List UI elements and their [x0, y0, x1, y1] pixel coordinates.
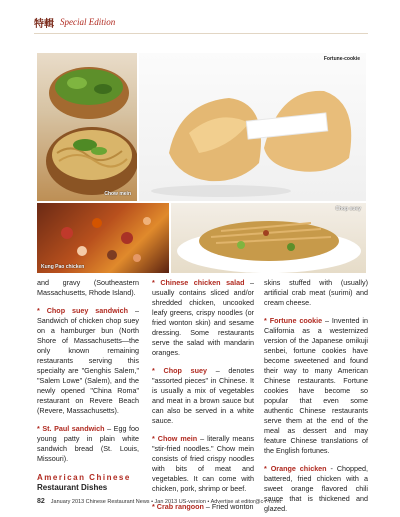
- header-rule: [34, 33, 368, 34]
- col1-paragraph-1: [37, 306, 139, 416]
- chop-suey-photo: [171, 203, 366, 273]
- chinese-chicken-salad-text: – usually contains sliced and/or shredded chicken, uncooked leafy greens, crispy noodles (or fried wonton skin) and sesame dressing. Some restaurants serve the salad with mandarin oranges.: [152, 278, 254, 357]
- chinese-chicken-salad-heading: * Chinese chicken salad: [152, 278, 245, 287]
- kung-pao-illustration: [37, 203, 169, 273]
- col2-paragraph-3: [152, 434, 254, 494]
- orange-chicken-text: - Chopped, battered, fried chicken with a sweet orange flavored chili sauce that is thickened and glazed.: [264, 464, 368, 513]
- page-footer: [37, 498, 281, 505]
- footer-text: January 2013 Chinese Restaurant News • Jan 2013 US-version • Advertise at editor@c-r-n.net: [50, 498, 281, 505]
- fortune-cookie-illustration: [139, 53, 366, 201]
- fortune-cookie-text: – Invented in California as a westernized version of the Japanese omikuji senbei, fortune cookies have become sweetened and found their way to many American Chinese restaurants. Fortune cookies have become so popular that even some authentic Chinese restaurants serve them at the end of the meal as dessert and may feature Chinese translations of the English fortunes.: [264, 316, 368, 455]
- chinese-mark: 特輯: [34, 18, 54, 30]
- chop-suey-text: – denotes "assorted pieces" in Chinese. It is usually a mix of vegetables and meat in a brown sauce but can also be served in a white sauce.: [152, 366, 254, 425]
- article-column-1: [37, 278, 139, 493]
- crab-rangoon-heading: * Crab rangoon: [152, 502, 204, 511]
- crab-rangoon-text: – Fried wonton: [203, 502, 254, 511]
- fortune-cookie-photo: [139, 53, 366, 201]
- article-column-3: [264, 278, 368, 517]
- chop-suey-heading: * Chop suey: [152, 366, 207, 375]
- section-title: American Chinese: [37, 473, 131, 482]
- chow-mein-caption: Chow mein: [104, 191, 131, 197]
- orange-chicken-heading: * Orange chicken: [264, 464, 327, 473]
- chow-mein-illustration: [37, 53, 137, 201]
- chow-mein-heading: * Chow mein: [152, 434, 198, 443]
- page-header: [34, 14, 115, 30]
- chop-suey-caption: Chop suey: [335, 206, 361, 212]
- col3-paragraph-1: [264, 316, 368, 456]
- section-subtitle: Restaurant Dishes: [37, 483, 108, 492]
- chop-suey-sandwich-text: – Sandwich of chicken chop suey on a hamburger bun (North Shore of Massachusetts—the only known remaining restaurants serving this specialty are "Genghis Salem," "Salem Lowe" (Salem), and the newly opened "China Roma" restaurant on Revere Beach (Revere, Massachusetts).: [37, 306, 139, 415]
- st-paul-sandwich-heading: * St. Paul sandwich: [37, 424, 105, 433]
- col3-paragraph-0: skins stuffed with (usually) artificial crab meat (surimi) and cream cheese.: [264, 278, 368, 307]
- edition-label: Special Edition: [60, 17, 116, 27]
- fortune-cookie-caption: Fortune-cookie: [323, 56, 360, 62]
- chop-suey-sandwich-heading: * Chop suey sandwich: [37, 306, 129, 315]
- kung-pao-caption: Kung Pao chicken: [41, 264, 85, 270]
- col2-paragraph-2: [152, 366, 254, 426]
- chop-suey-illustration: [171, 203, 366, 273]
- col1-paragraph-0: and gravy (Southeastern Massachusetts, Rhode Island).: [37, 278, 139, 297]
- fortune-cookie-heading: * Fortune cookie: [264, 316, 323, 325]
- kung-pao-photo: [37, 203, 169, 273]
- col3-paragraph-2: [264, 464, 368, 514]
- page-number: 82: [37, 498, 45, 505]
- st-paul-sandwich-text: – Egg foo young patty in plain white sandwich bread (St. Louis, Missouri).: [37, 424, 139, 463]
- col2-paragraph-1: [152, 278, 254, 358]
- chow-mein-text: – literally means "stir-fried noodles." Chow mein consists of fried crispy noodles with bits of meat and vegetables. It can come with chicken, pork, shrimp or beef.: [152, 434, 254, 493]
- article-column-2: [152, 278, 254, 517]
- chow-mein-photo: [37, 53, 137, 201]
- col1-paragraph-2: [37, 424, 139, 464]
